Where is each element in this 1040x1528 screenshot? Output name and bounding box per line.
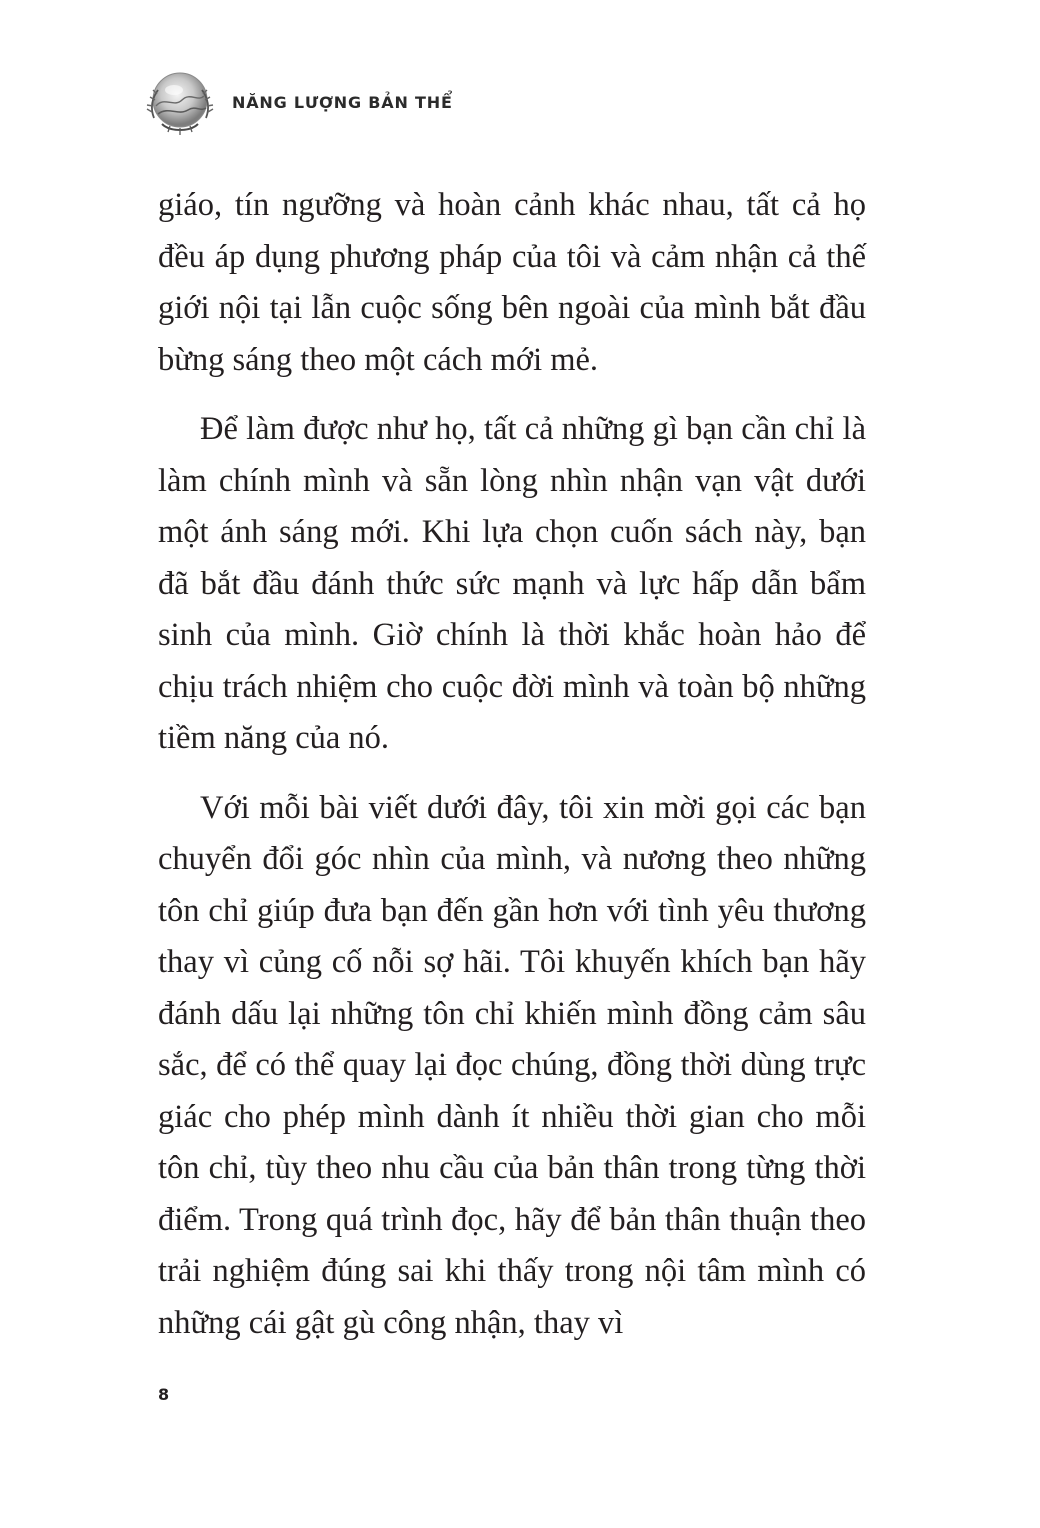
paragraph-3: Với mỗi bài viết dưới đây, tôi xin mời gọi các bạn chuyển đổi góc nhìn của mình, và nương theo những tôn chỉ giúp đưa bạn đến gần hơn với tình yêu thương thay vì củng cố nỗi sợ hãi. Tôi khuyến khích bạn hãy đánh dấu lại những tôn chỉ khiến mình đồng cảm sâu sắc, để có thể quay lại đọc chúng, đồng thời dùng trực giác cho phép mình dành ít nhiều thời gian cho mỗi tôn chỉ, tùy theo nhu cầu của bản thân trong từng thời điểm. Trong quá trình đọc, hãy để bản thân thuận theo trải nghiệm đúng sai khi thấy trong nội tâm mình có những cái gật gù công nhận, thay vì xyxy=(158,789,866,1341)
paragraph-1: giáo, tín ngưỡng và hoàn cảnh khác nhau, tất cả họ đều áp dụng phương pháp của tôi và cảm nhận cả thế giới nội tại lẫn cuộc sống bên ngoài của mình bắt đầu bừng sáng theo một cách mới mẻ. xyxy=(158,187,866,378)
body-text xyxy=(158,180,866,1349)
running-header-title: NĂNG LƯỢNG BẢN THỂ xyxy=(232,92,453,112)
paragraph-2: Để làm được như họ, tất cả những gì bạn cần chỉ là làm chính mình và sẵn lòng nhìn nhận vạn vật dưới một ánh sáng mới. Khi lựa chọn cuốn sách này, bạn đã bắt đầu đánh thức sức mạnh và lực hấp dẫn bẩm sinh của mình. Giờ chính là thời khắc hoàn hảo để chịu trách nhiệm cho cuộc đời mình và toàn bộ những tiềm năng của nó. xyxy=(158,411,866,756)
running-header xyxy=(140,62,453,142)
globe-with-foliage-icon xyxy=(140,62,220,142)
page-number: 8 xyxy=(158,1385,170,1404)
